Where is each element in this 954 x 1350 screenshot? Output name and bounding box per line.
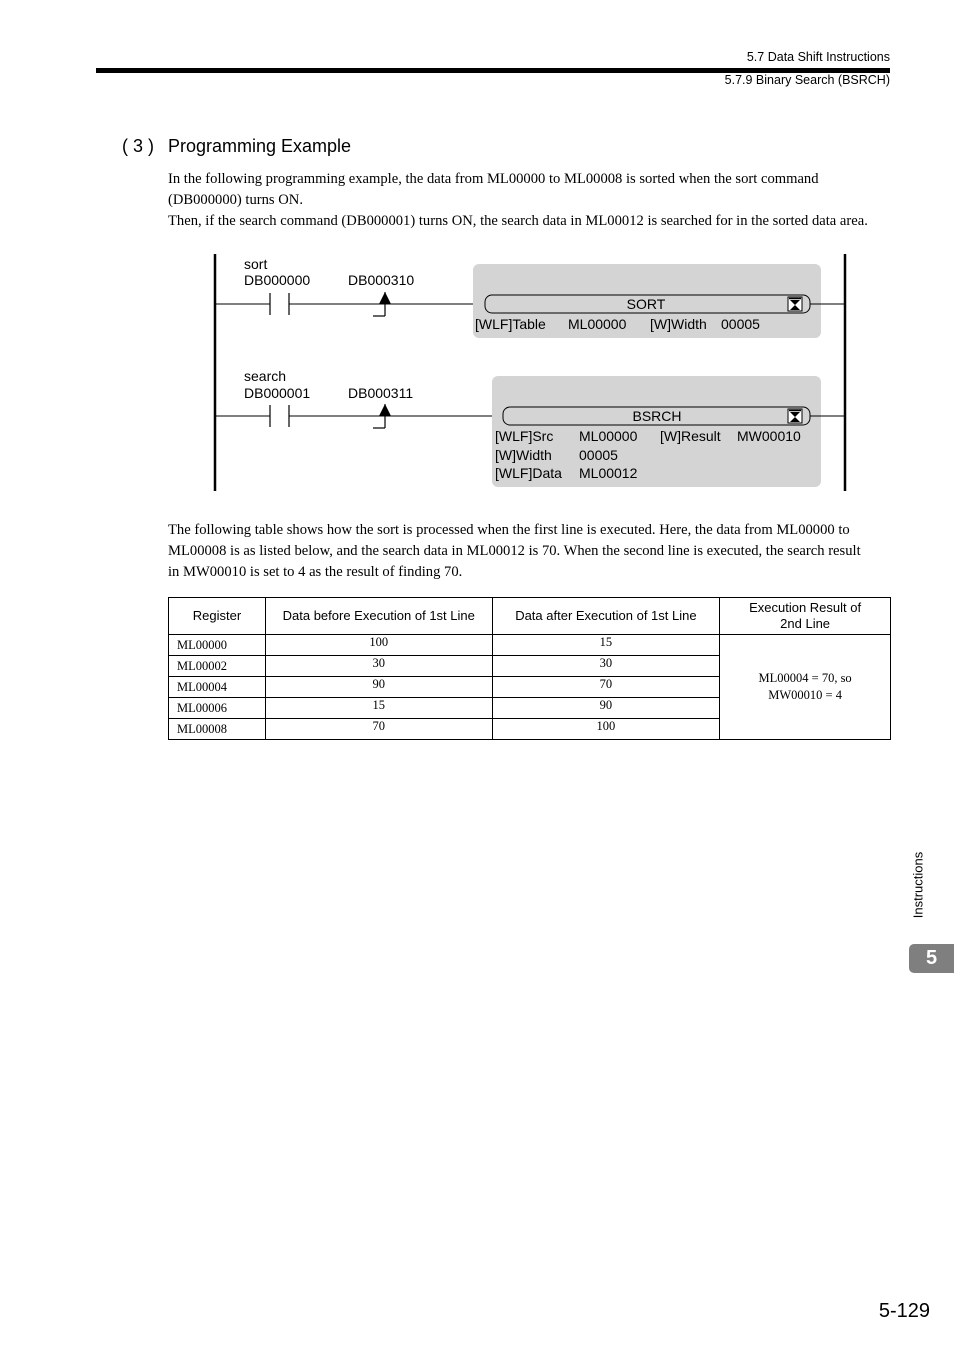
rung-1 [215, 256, 845, 338]
rung-2-comment: search [244, 368, 287, 384]
rung-1-function-name: SORT [626, 296, 666, 312]
header-result [720, 598, 891, 635]
rung-1-param2-label: [W]Width [650, 316, 707, 332]
rung-2-param4-value: ML00012 [579, 465, 638, 481]
header-result-line-2: 2nd Line [780, 616, 831, 631]
before-cell: 15 [265, 698, 492, 719]
rung-1-pulse-address: DB000310 [348, 272, 415, 288]
after-cell: 15 [492, 635, 720, 656]
after-cell: 70 [492, 677, 720, 698]
table-header-row [169, 598, 891, 635]
rung-2-param3-label: [W]Width [495, 447, 552, 463]
intro-line-3: Then, if the search command (DB000001) turns ON, the search data in ML00012 is searched for in the sorted data area. [168, 213, 868, 229]
result-cell [720, 635, 891, 740]
page-number: 5-129 [878, 1300, 930, 1322]
header-section: 5.7 Data Shift Instructions [746, 50, 890, 64]
register-cell: ML00004 [169, 677, 266, 698]
header-register: Register [169, 598, 266, 635]
rung-2-pulse-address: DB000311 [348, 385, 414, 401]
header-after: Data after Execution of 1st Line [492, 598, 720, 635]
rung-1-param2-value: 00005 [721, 316, 760, 332]
explanation-line-2: ML00008 is as listed below, and the search data in ML00012 is 70. When the second line is executed, the search result [168, 543, 861, 559]
header-before: Data before Execution of 1st Line [265, 598, 492, 635]
rung-2-param4-label: [WLF]Data [495, 465, 562, 481]
intro-line-1: In the following programming example, the data from ML00000 to ML00008 is sorted when the sort command [168, 171, 819, 187]
rung-1-hourglass-icon [788, 297, 802, 311]
after-cell: 30 [492, 656, 720, 677]
sort-result-table [168, 597, 891, 740]
sidebar-chapter-label [898, 846, 938, 924]
rung-2-param2-label: [W]Result [660, 428, 721, 444]
rung-2-param1-value: ML00000 [579, 428, 638, 444]
register-cell: ML00000 [169, 635, 266, 656]
header-result-line-1: Execution Result of [749, 600, 862, 615]
before-cell: 30 [265, 656, 492, 677]
rung-2-contact-address: DB000001 [244, 385, 311, 401]
rung-2 [215, 368, 845, 487]
rung-1-param1-value: ML00000 [568, 316, 627, 332]
rung-2-param2-value: MW00010 [737, 428, 801, 444]
result-line-1: ML00004 = 70, so [758, 671, 852, 685]
rung-2-param1-label: [WLF]Src [495, 428, 554, 444]
explanation-line-1: The following table shows how the sort is processed when the first line is executed. Here, the data from ML00000 to [168, 522, 850, 538]
sidebar-label-text: Instructions [910, 851, 926, 919]
section-title: Programming Example [168, 136, 352, 156]
section-number: ( 3 ) [122, 136, 155, 156]
rung-2-hourglass-icon [788, 409, 802, 423]
intro-paragraph [168, 169, 898, 232]
rung-2-function-name: BSRCH [632, 408, 682, 424]
before-cell: 90 [265, 677, 492, 698]
rung-1-comment: sort [244, 256, 268, 272]
before-cell: 100 [265, 635, 492, 656]
before-cell: 70 [265, 719, 492, 740]
register-cell: ML00008 [169, 719, 266, 740]
result-line-2: MW00010 = 4 [768, 688, 842, 702]
intro-line-2: (DB000000) turns ON. [168, 192, 303, 208]
register-cell: ML00006 [169, 698, 266, 719]
after-cell: 90 [492, 698, 720, 719]
ladder-diagram [168, 250, 868, 500]
rung-1-param1-label: [WLF]Table [475, 316, 546, 332]
table-row [169, 635, 891, 656]
after-cell: 100 [492, 719, 720, 740]
explanation-line-3: in MW00010 is set to 4 as the result of finding 70. [168, 564, 463, 580]
rung-2-param3-value: 00005 [579, 447, 618, 463]
header-subsection: 5.7.9 Binary Search (BSRCH) [724, 73, 890, 87]
rung-1-contact-address: DB000000 [244, 272, 311, 288]
explanation-paragraph [168, 520, 898, 583]
chapter-tab: 5 [909, 944, 954, 973]
register-cell: ML00002 [169, 656, 266, 677]
